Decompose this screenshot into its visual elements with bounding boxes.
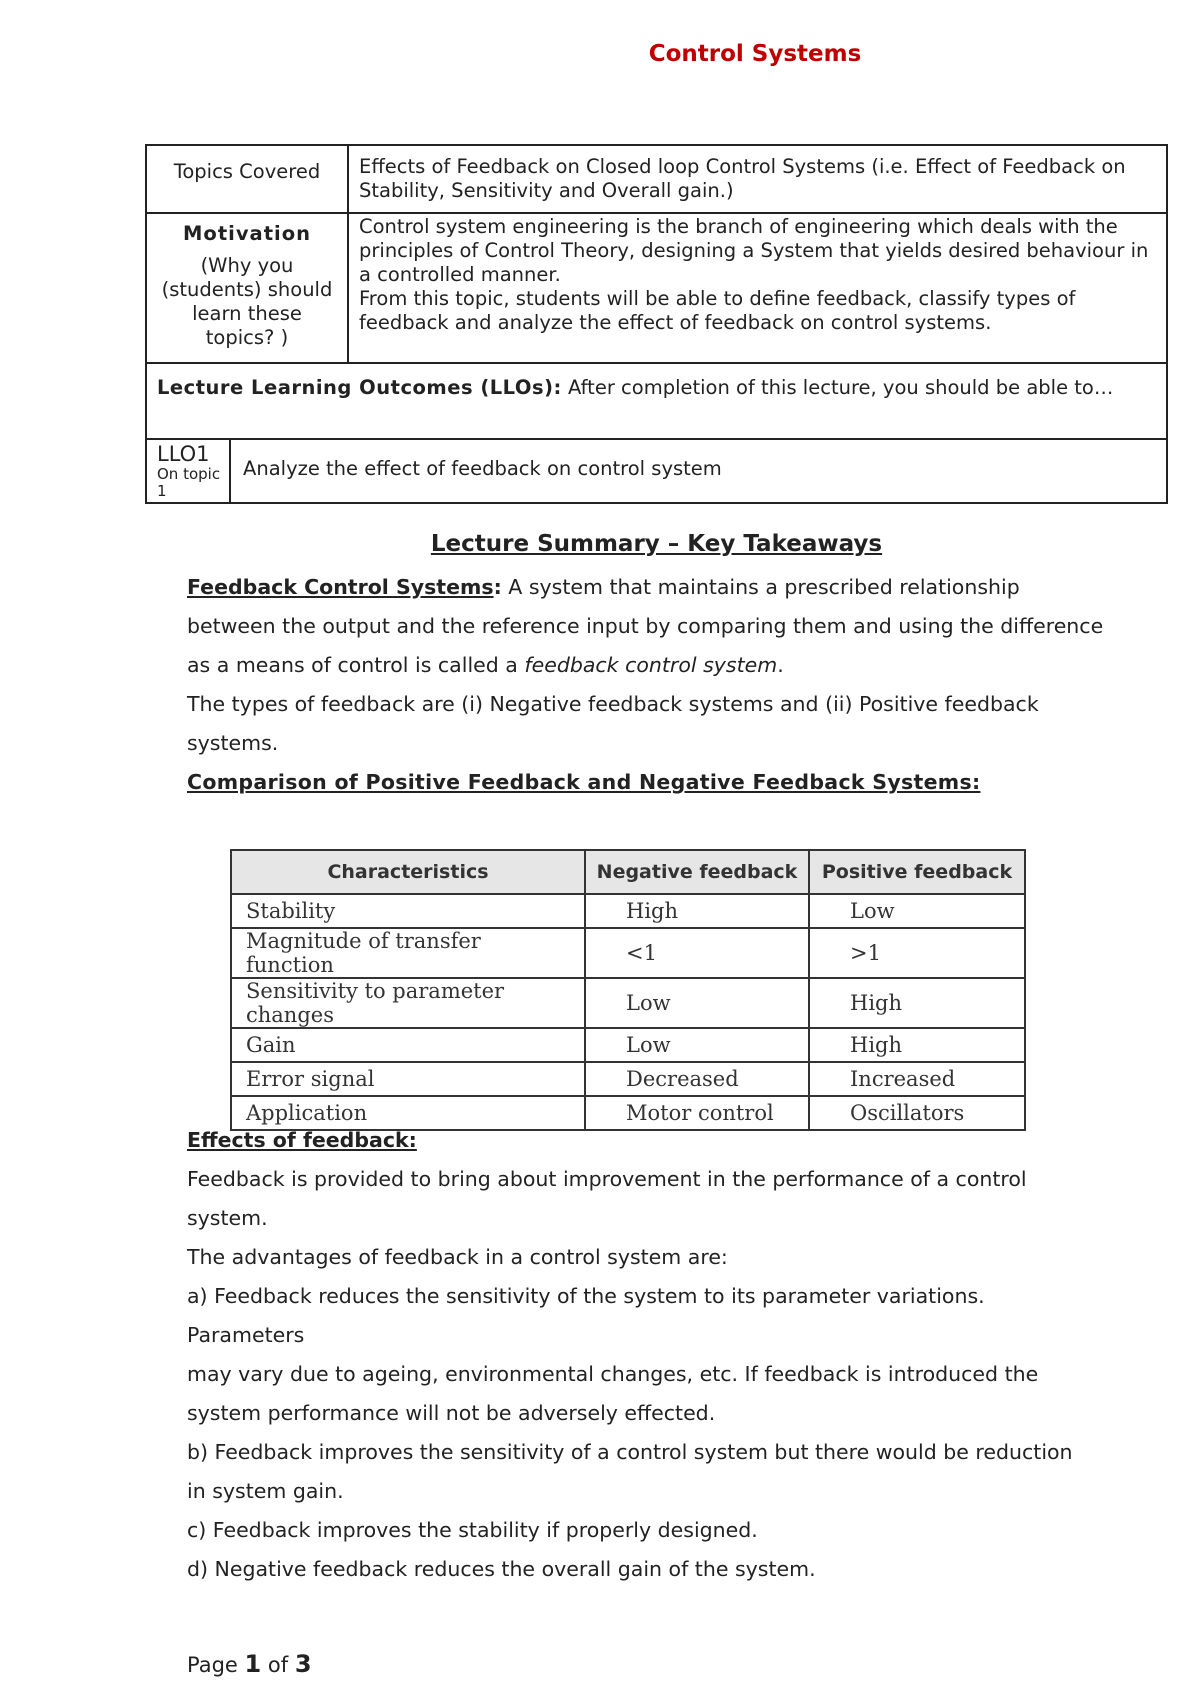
table-cell: High — [809, 978, 1025, 1028]
table-cell: Oscillators — [809, 1096, 1025, 1130]
of-label: of — [267, 1653, 289, 1677]
document-header-title: Control Systems — [648, 41, 862, 67]
table-cell: Low — [585, 1028, 809, 1062]
effects-title: Effects of feedback: — [187, 1128, 417, 1152]
fcs-paragraph: Feedback Control Systems: A system that maintains a prescribed relationship between the output and the reference input by comparing them and using the difference as a means of control is called a feedback control system. — [187, 575, 1104, 677]
llo1-value: Analyze the effect of feedback on control system — [243, 457, 722, 480]
effects-item-b1: b) Feedback improves the sensitivity of a control system but there would be reduction — [187, 1440, 1073, 1464]
table-cell: Magnitude of transfer function — [231, 928, 585, 978]
effects-section — [187, 1121, 1107, 1589]
table-cell: High — [809, 1028, 1025, 1062]
table-cell: Sensitivity to parameter changes — [231, 978, 585, 1028]
page-current: 1 — [244, 1650, 262, 1678]
comparison-header: Characteristics — [231, 850, 585, 894]
table-cell: >1 — [809, 928, 1025, 978]
table-cell: Gain — [231, 1028, 585, 1062]
effects-item-d: d) Negative feedback reduces the overall gain of the system. — [187, 1557, 816, 1581]
comparison-header-row — [231, 850, 1025, 894]
table-row — [231, 894, 1025, 928]
topics-label: Topics Covered — [146, 145, 348, 213]
table-cell: <1 — [585, 928, 809, 978]
summary-body — [187, 568, 1107, 802]
llo1-sub: On topic 1 — [157, 465, 221, 500]
table-cell: Stability — [231, 894, 585, 928]
motivation-sub: (Why you (students) should learn these topics? ) — [161, 254, 333, 349]
comparison-header: Negative feedback — [585, 850, 809, 894]
page-footer — [187, 1650, 312, 1678]
motivation-value-2: From this topic, students will be able to define feedback, classify types of feedback and analyze the effect of feedback on control systems. — [359, 287, 1076, 334]
llo-heading-cell — [146, 363, 1167, 439]
topics-row — [146, 145, 1167, 213]
table-cell: Motor control — [585, 1096, 809, 1130]
table-cell: Low — [809, 894, 1025, 928]
table-row — [231, 928, 1025, 978]
table-cell: Error signal — [231, 1062, 585, 1096]
table-cell: Low — [585, 978, 809, 1028]
fcs-term: Feedback Control Systems — [187, 575, 494, 599]
llo1-cell — [146, 439, 1167, 503]
motivation-value — [348, 213, 1167, 363]
llo-heading-row — [146, 363, 1167, 439]
effects-advantages: The advantages of feedback in a control system are: — [187, 1245, 728, 1269]
comparison-table — [230, 849, 1026, 1131]
fcs-term-italic: feedback control system — [524, 653, 778, 677]
types-paragraph: The types of feedback are (i) Negative feedback systems and (ii) Positive feedback systems. — [187, 692, 1039, 755]
page-label: Page — [187, 1653, 238, 1677]
comparison-title: Comparison of Positive Feedback and Negative Feedback Systems: — [187, 770, 981, 794]
table-row — [231, 978, 1025, 1028]
effects-intro: Feedback is provided to bring about improvement in the performance of a control system. — [187, 1167, 1027, 1230]
motivation-cell — [146, 213, 348, 363]
motivation-value-1: Control system engineering is the branch of engineering which deals with the principles of Control Theory, designing a System that yields desired behaviour in a controlled manner. — [359, 215, 1149, 286]
comparison-header: Positive feedback — [809, 850, 1025, 894]
table-cell: Decreased — [585, 1062, 809, 1096]
effects-item-a1: a) Feedback reduces the sensitivity of the system to its parameter variations. Parameters — [187, 1284, 985, 1347]
lecture-info-table — [145, 144, 1168, 504]
llo1-id-cell — [147, 440, 231, 502]
llo-heading-rest: After completion of this lecture, you should be able to… — [568, 376, 1114, 399]
motivation-row — [146, 213, 1167, 363]
table-cell: Application — [231, 1096, 585, 1130]
effects-item-a2: may vary due to ageing, environmental changes, etc. If feedback is introduced the system performance will not be adversely effected. — [187, 1362, 1039, 1425]
motivation-label: Motivation — [183, 222, 311, 245]
effects-item-b2: in system gain. — [187, 1479, 344, 1503]
llo1-id: LLO1 — [157, 442, 210, 466]
table-row — [231, 1062, 1025, 1096]
table-cell: Increased — [809, 1062, 1025, 1096]
topics-value: Effects of Feedback on Closed loop Control Systems (i.e. Effect of Feedback on Stability, Sensitivity and Overall gain.) — [348, 145, 1167, 213]
llo-heading: Lecture Learning Outcomes (LLOs): — [157, 376, 562, 399]
fcs-definition: A system that maintains a prescribed relationship between the output and the reference input by comparing them and using the difference as a means of control is called a — [187, 575, 1104, 677]
effects-item-c: c) Feedback improves the stability if properly designed. — [187, 1518, 758, 1542]
table-cell: High — [585, 894, 809, 928]
summary-title: Lecture Summary – Key Takeaways — [430, 531, 883, 557]
llo1-row — [146, 439, 1167, 503]
page-total: 3 — [294, 1650, 312, 1678]
table-row — [231, 1028, 1025, 1062]
